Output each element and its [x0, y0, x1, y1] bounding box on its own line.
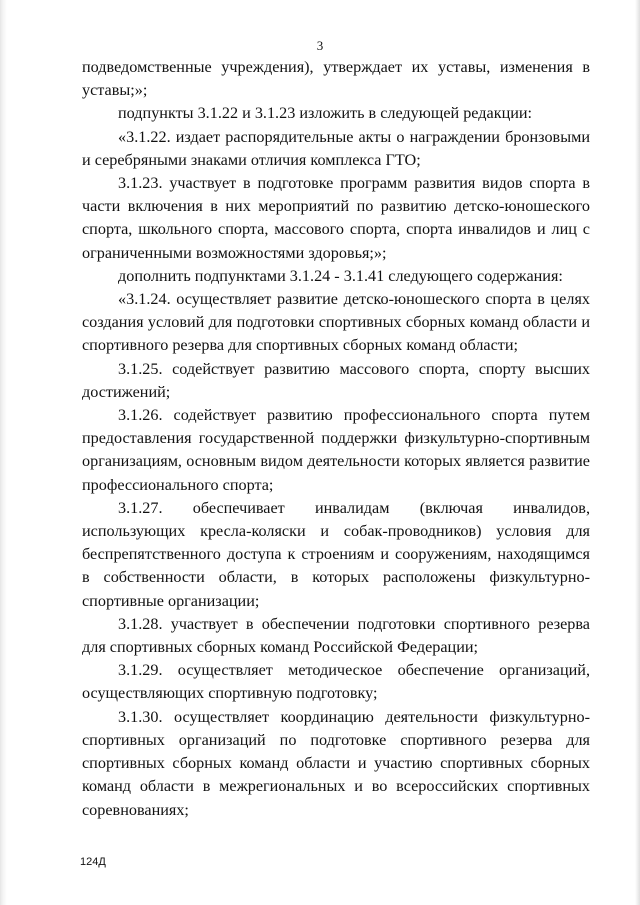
paragraph-3-1-26: 3.1.26. содействует развитию профессионального спорта путем предоставления государственной поддержки физкультурно-спортивным организациям, основным видом деятельности которых является развитие профессионального спорта; — [82, 406, 590, 494]
paragraph-3-1-28: 3.1.28. участвует в обеспечении подготовки спортивного резерва для спортивных сборных команд Российской Федерации; — [82, 614, 590, 657]
page-number: 3 — [316, 38, 324, 53]
paragraph-instruction: подпункты 3.1.22 и 3.1.23 изложить в следующей редакции: — [118, 104, 533, 123]
paragraph-instruction-add: дополнить подпунктами 3.1.24 - 3.1.41 следующего содержания: — [118, 266, 563, 285]
paragraph-3-1-30: 3.1.30. осуществляет координацию деятельности физкультурно-спортивных организаций по подготовке спортивного резерва для спортивных сборных команд области и участию спортивных сборных команд области в межрегиональных и во всероссийских спортивных соревнованиях; — [82, 707, 590, 819]
document-body — [82, 56, 590, 822]
paragraph-3-1-23: 3.1.23. участвует в подготовке программ развития видов спорта в части включения в них мероприятий по развитию детско-юношеского спорта, школьного спорта, массового спорта, спорта инвалидов и лиц с ограниченными возможностями здоровья;»; — [82, 174, 590, 262]
paragraph-3-1-27: 3.1.27. обеспечивает инвалидам (включая инвалидов, использующих кресла-коляски и собак-проводников) условия для беспрепятственного доступа к строениям и сооружениям, находящимся в собственности области, в которых расположены физкультурно-спортивные организации; — [82, 498, 590, 610]
paragraph-3-1-22: «3.1.22. издает распорядительные акты о награждении бронзовыми и серебряными знаками отличия комплекса ГТО; — [82, 127, 590, 169]
paragraph-3-1-29: 3.1.29. осуществляет методическое обеспечение организаций, осуществляющих спортивную подготовку; — [82, 661, 590, 703]
paragraph-3-1-25: 3.1.25. содействует развитию массового спорта, спорту высших достижений; — [82, 359, 590, 401]
paragraph-3-1-24: «3.1.24. осуществляет развитие детско-юношеского спорта в целях создания условий для подготовки спортивных сборных команд области и спортивного резерва для спортивных сборных команд области; — [82, 290, 590, 355]
scan-edge-left — [0, 0, 7, 905]
paragraph-continuation: подведомственные учреждения), утверждает их уставы, изменения в уставы;»; — [82, 58, 590, 100]
footer-code: 124Д — [80, 856, 106, 868]
scan-edge-right — [635, 0, 640, 905]
